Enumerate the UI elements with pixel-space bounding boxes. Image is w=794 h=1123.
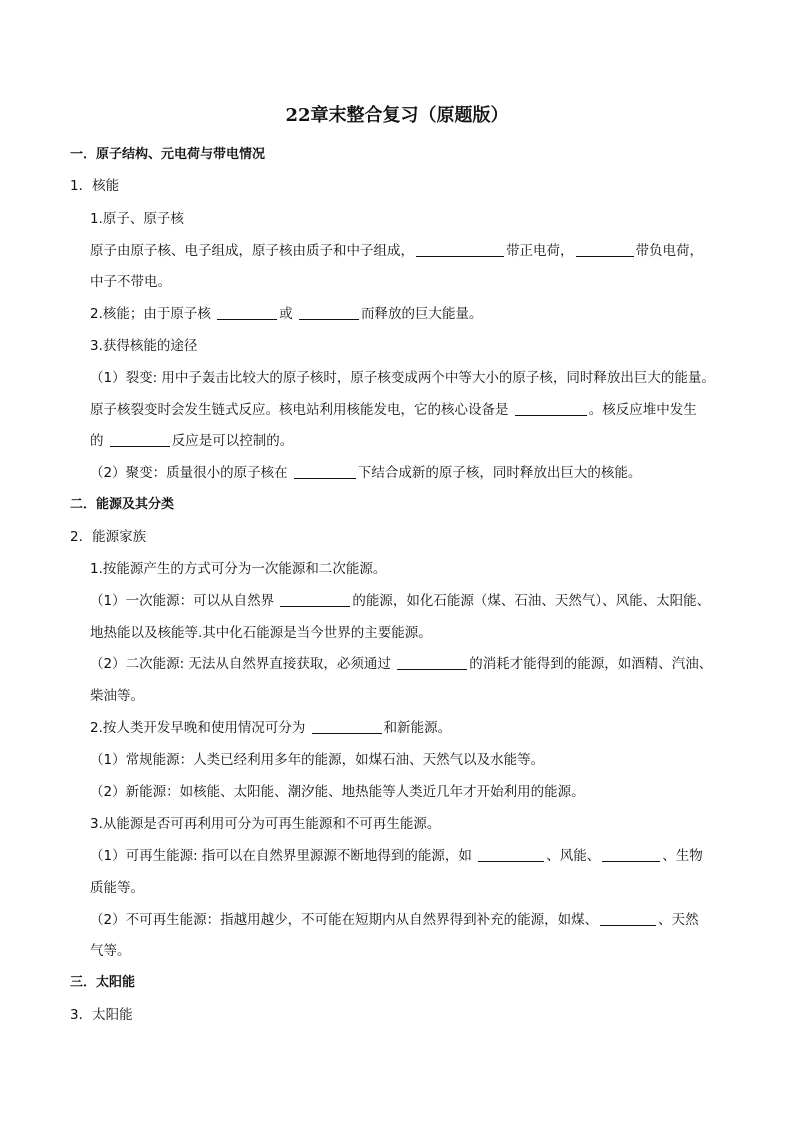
text-fusion-description bbox=[90, 463, 641, 483]
fill-blank-fusion-condition[interactable] bbox=[294, 463, 356, 479]
text-secondary-examples: 柴油等。 bbox=[90, 688, 144, 704]
topic-solar-energy: 3．太阳能 bbox=[70, 1007, 133, 1023]
text-segment: 2.核能；由于原子核 bbox=[90, 306, 216, 322]
fill-blank-renewable-1[interactable] bbox=[478, 846, 544, 862]
text-fission-description: （1）裂变: 用中子轰击比较大的原子核时，原子核变成两个中等大小的原子核，同时释放出巨大的能量。 bbox=[90, 370, 715, 386]
text-segment: （2）二次能源: 无法从自然界直接获取，必须通过 bbox=[90, 656, 396, 672]
text-nuclear-energy-definition bbox=[90, 304, 482, 324]
fill-blank-positive-charge[interactable] bbox=[416, 241, 504, 257]
text-segment: 2.按人类开发早晚和使用情况可分为 bbox=[90, 720, 310, 736]
text-conventional-energy: （1）常规能源：人类已经利用多年的能源，如煤石油、天然气以及水能等。 bbox=[90, 752, 545, 768]
text-new-energy: （2）新能源：如核能、太阳能、潮汐能、地热能等人类近几年才开始利用的能源。 bbox=[90, 784, 585, 800]
text-nonrenewable-examples: 气等。 bbox=[90, 943, 131, 959]
fill-blank-renewable-2[interactable] bbox=[602, 846, 660, 862]
fill-blank-nonrenewable[interactable] bbox=[600, 910, 656, 926]
text-ways-to-obtain: 3.获得核能的途径 bbox=[90, 338, 198, 354]
text-conventional-new bbox=[90, 718, 451, 738]
text-secondary-energy bbox=[90, 654, 712, 674]
topic-nuclear-energy: 1．核能 bbox=[70, 178, 120, 194]
fill-blank-secondary-energy[interactable] bbox=[397, 654, 467, 670]
fill-blank-fusion[interactable] bbox=[299, 304, 359, 320]
text-nonrenewable-energy bbox=[90, 910, 699, 930]
text-renewable-classification: 3.从能源是否可再利用可分为可再生能源和不可再生能源。 bbox=[90, 816, 441, 832]
text-segment: 、天然 bbox=[658, 912, 699, 928]
text-controlled-reaction bbox=[90, 431, 293, 451]
text-primary-energy bbox=[90, 591, 710, 611]
section-heading-solar-energy: 三．太阳能 bbox=[70, 975, 136, 990]
page-title: 22章末整合复习（原题版） bbox=[285, 105, 509, 126]
text-neutron-neutral: 中子不带电。 bbox=[90, 274, 171, 290]
fill-blank-core-device[interactable] bbox=[515, 400, 587, 416]
text-segment: 。核反应堆中发生 bbox=[588, 402, 697, 418]
text-segment: 带正电荷， bbox=[506, 243, 574, 259]
section-heading-atomic-structure: 一．原子结构、元电荷与带电情况 bbox=[70, 147, 266, 162]
text-atom-nucleus: 1.原子、原子核 bbox=[90, 211, 184, 227]
text-segment: 原子核裂变时会发生链式反应。核电站利用核能发电，它的核心设备是 bbox=[90, 402, 513, 418]
text-segment: 、生物 bbox=[662, 848, 703, 864]
text-segment: （2）不可再生能源：指越用越少，不可能在短期内从自然界得到补充的能源，如煤、 bbox=[90, 912, 599, 928]
text-segment: 反应是可以控制的。 bbox=[171, 433, 294, 449]
text-primary-examples: 地热能以及核能等.其中化石能源是当今世界的主要能源。 bbox=[90, 625, 432, 641]
text-segment: 或 bbox=[279, 306, 297, 322]
fill-blank-controlled-reaction[interactable] bbox=[110, 431, 170, 447]
fill-blank-conventional-energy[interactable] bbox=[312, 718, 382, 734]
topic-energy-family: 2．能源家族 bbox=[70, 529, 147, 545]
fill-blank-negative-charge[interactable] bbox=[576, 241, 634, 257]
fill-blank-primary-energy[interactable] bbox=[280, 591, 350, 607]
text-atom-composition bbox=[90, 241, 703, 261]
text-segment: 而释放的巨大能量。 bbox=[360, 306, 483, 322]
text-chain-reaction bbox=[90, 400, 697, 420]
text-segment: 原子由原子核、电子组成，原子核由质子和中子组成， bbox=[90, 243, 414, 259]
text-renewable-energy bbox=[90, 846, 703, 866]
text-segment: 的能源，如化石能源（煤、石油、天然气）、风能、太阳能、 bbox=[352, 593, 711, 609]
text-segment: （2）聚变：质量很小的原子核在 bbox=[90, 465, 292, 481]
text-segment: （1）一次能源：可以从自然界 bbox=[90, 593, 279, 609]
text-segment: 的 bbox=[90, 433, 108, 449]
text-segment: 带负电荷， bbox=[635, 243, 703, 259]
text-segment: 的消耗才能得到的能源，如酒精、汽油、 bbox=[469, 656, 713, 672]
text-segment: 下结合成新的原子核，同时释放出巨大的核能。 bbox=[357, 465, 642, 481]
text-segment: （1）可再生能源: 指可以在自然界里源源不断地得到的能源，如 bbox=[90, 848, 477, 864]
text-renewable-examples: 质能等。 bbox=[90, 880, 144, 896]
section-heading-energy-classification: 二．能源及其分类 bbox=[70, 497, 175, 512]
fill-blank-fission[interactable] bbox=[217, 304, 277, 320]
text-segment: 、风能、 bbox=[546, 848, 601, 864]
text-primary-secondary: 1.按能源产生的方式可分为一次能源和二次能源。 bbox=[90, 561, 387, 577]
text-segment: 和新能源。 bbox=[383, 720, 452, 736]
